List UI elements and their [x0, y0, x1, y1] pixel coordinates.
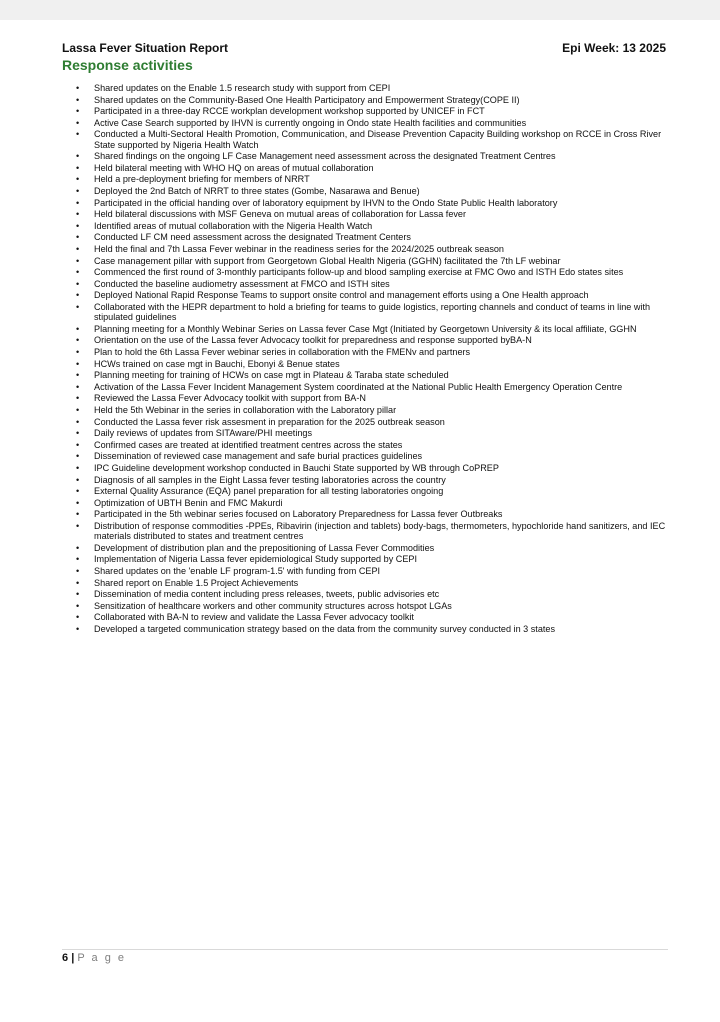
list-item-text: Developed a targeted communication strategy based on the data from the community survey conducted in 3 states: [94, 624, 556, 635]
list-item: [62, 267, 668, 277]
section-title: Response activities: [62, 57, 193, 73]
page-number: 6: [62, 952, 69, 964]
list-item: [62, 486, 668, 496]
bullet-icon: •: [76, 428, 80, 439]
list-item-text: Reviewed the Lassa Fever Advocacy toolkit with support from BA-N: [94, 393, 366, 404]
list-item-text: Case management pillar with support from Georgetown Global Health Nigeria (GGHN) facilitated the 7th LF webinar: [94, 255, 561, 266]
list-item: [62, 232, 668, 242]
list-item: [62, 290, 668, 300]
bullet-icon: •: [76, 186, 80, 197]
bullet-icon: •: [76, 106, 80, 117]
bullet-icon: •: [76, 255, 80, 266]
list-item: [62, 221, 668, 231]
bullet-icon: •: [76, 566, 80, 577]
list-item-text: Identified areas of mutual collaboration with the Nigeria Health Watch: [94, 220, 373, 231]
bullet-icon: •: [76, 577, 80, 588]
bullet-icon: •: [76, 301, 80, 312]
bullet-icon: •: [76, 290, 80, 301]
list-item: [62, 174, 668, 184]
page-separator: |: [71, 952, 75, 964]
list-item-text: Activation of the Lassa Fever Incident Management System coordinated at the National Public Health Emergency Operation Centre: [94, 381, 623, 392]
bullet-icon: •: [76, 151, 80, 162]
list-item: [62, 440, 668, 450]
report-header: [62, 41, 666, 55]
bullet-icon: •: [76, 554, 80, 565]
list-item: [62, 417, 668, 427]
bullet-icon: •: [76, 83, 80, 93]
report-title: Lassa Fever Situation Report: [62, 41, 229, 55]
bullet-icon: •: [76, 267, 80, 278]
list-item: [62, 118, 668, 128]
bullet-icon: •: [76, 358, 80, 369]
list-item-text: Held bilateral discussions with MSF Geneva on mutual areas of collaboration for Lassa fever: [94, 209, 467, 220]
bullet-icon: •: [76, 416, 80, 427]
list-item: [62, 370, 668, 380]
list-item-text: Held a pre-deployment briefing for members of NRRT: [94, 174, 310, 185]
list-item: [62, 163, 668, 173]
list-item: [62, 428, 668, 438]
list-item: [62, 382, 668, 392]
list-item: [62, 335, 668, 345]
bullet-icon: •: [76, 520, 80, 531]
list-item: [62, 393, 668, 403]
bullet-icon: •: [76, 497, 80, 508]
list-item: [62, 509, 668, 519]
list-item-text: Collaborated with BA-N to review and validate the Lassa Fever advocacy toolkit: [94, 612, 414, 623]
list-item-text: Dissemination of media content including press releases, tweets, public advisories etc: [94, 589, 440, 600]
list-item-text: Conducted the Lassa fever risk assesment in preparation for the 2025 outbreak season: [94, 416, 445, 427]
list-item-text: Diagnosis of all samples in the Eight Lassa fever testing laboratories across the country: [94, 474, 446, 485]
list-item-text: Conducted LF CM need assessment across the designated Treatment Centers: [94, 232, 411, 243]
list-item: [62, 475, 668, 485]
bullet-icon: •: [76, 463, 80, 473]
bullet-icon: •: [76, 162, 80, 173]
bullet-icon: •: [76, 624, 80, 635]
list-item-text: Deployed the 2nd Batch of NRRT to three states (Gombe, Nasarawa and Benue): [94, 186, 420, 197]
bullet-icon: •: [76, 405, 80, 416]
list-item-text: Shared updates on the 'enable LF program-1.5' with funding from CEPI: [94, 566, 381, 577]
list-item-text: Daily reviews of updates from SITAware/PHI meetings: [94, 428, 312, 439]
list-item-text: Commenced the first round of 3-monthly participants follow-up and blood sampling exercise at FMC Owo and ISTH Edo states sites: [94, 267, 624, 278]
list-item: [62, 601, 668, 611]
list-item: [62, 244, 668, 254]
bullet-icon: •: [76, 589, 80, 600]
list-item-text: Shared findings on the ongoing LF Case Management need assessment across the designated Treatment Centres: [94, 151, 556, 162]
list-item-text: Held the 5th Webinar in the series in collaboration with the Laboratory pillar: [94, 405, 397, 416]
list-item: [62, 256, 668, 266]
bullet-icon: •: [76, 381, 80, 392]
list-item: [62, 106, 668, 116]
list-item: [62, 521, 668, 542]
list-item-text: Participated in the 5th webinar series focused on Laboratory Preparedness for Lassa fever Outbreaks: [94, 509, 503, 520]
bullet-icon: •: [76, 347, 80, 358]
list-item: [62, 624, 668, 634]
list-item: [62, 578, 668, 588]
list-item-text: Confirmed cases are treated at identified treatment centres across the states: [94, 439, 403, 450]
bullet-icon: •: [76, 486, 80, 497]
bullet-icon: •: [76, 509, 80, 520]
list-item-text: External Quality Assurance (EQA) panel preparation for all testing laboratories ongoing: [94, 486, 444, 497]
list-item: [62, 186, 668, 196]
list-item-text: Participated in the official handing over of laboratory equipment by IHVN to the Ondo State Public Health laboratory: [94, 197, 558, 208]
list-item-text: Participated in a three-day RCCE workplan development workshop supported by UNICEF in FCT: [94, 106, 485, 117]
list-item: [62, 83, 668, 93]
list-item-text: Planning meeting for a Monthly Webinar Series on Lassa fever Case Mgt (Initiated by Georgetown University & its local affiliate, GGHN: [94, 323, 637, 334]
list-item: [62, 95, 668, 105]
list-item-text: Conducted the baseline audiometry assessment at FMCO and ISTH sites: [94, 278, 390, 289]
list-item: [62, 209, 668, 219]
list-item-text: Conducted a Multi-Sectoral Health Promotion, Communication, and Disease Prevention Capacity Building workshop on RCCE in Cross River State supported by Nigeria Health Watch: [94, 129, 662, 150]
bullet-icon: •: [76, 612, 80, 623]
bullet-icon: •: [76, 220, 80, 231]
bullet-icon: •: [76, 600, 80, 611]
bullet-icon: •: [76, 174, 80, 185]
list-item-text: Shared updates on the Enable 1.5 research study with support from CEPI: [94, 83, 391, 93]
list-item: [62, 151, 668, 161]
epi-week-label: Epi Week: 13 2025: [562, 41, 666, 55]
list-item-text: Held bilateral meeting with WHO HQ on areas of mutual collaboration: [94, 162, 374, 173]
list-item-text: Dissemination of reviewed case management and safe burial practices guidelines: [94, 451, 423, 462]
list-item: [62, 324, 668, 334]
list-item-text: Sensitization of healthcare workers and other community structures across hotspot LGAs: [94, 600, 452, 611]
list-item: [62, 463, 668, 473]
viewer-top-strip: [0, 0, 720, 20]
list-item-text: IPC Guideline development workshop conducted in Bauchi State supported by WB through CoPREP: [94, 463, 499, 473]
list-item: [62, 279, 668, 289]
list-item-text: Held the final and 7th Lassa Fever webinar in the readiness series for the 2024/2025 outbreak season: [94, 244, 504, 255]
bullet-icon: •: [76, 232, 80, 243]
list-item: [62, 405, 668, 415]
bullet-icon: •: [76, 129, 80, 140]
bullet-icon: •: [76, 323, 80, 334]
list-item: [62, 612, 668, 622]
footer-divider: [62, 949, 668, 950]
bullet-icon: •: [76, 474, 80, 485]
list-item: [62, 589, 668, 599]
list-item: [62, 566, 668, 576]
list-item: [62, 451, 668, 461]
bullet-icon: •: [76, 370, 80, 381]
list-item-text: Deployed National Rapid Response Teams to support onsite control and management efforts using a One Health approach: [94, 290, 589, 301]
list-item-text: Distribution of response commodities -PPEs, Ribavirin (injection and tablets) body-bags, thermometers, hypochloride hand sanitizers, and IEC materials distributed to states and treatment centres: [94, 520, 666, 542]
response-activities-list: [62, 83, 668, 636]
list-item: [62, 543, 668, 553]
list-item-text: Plan to hold the 6th Lassa Fever webinar series in collaboration with the FMENv and partners: [94, 347, 471, 358]
list-item: [62, 554, 668, 564]
list-item-text: Shared updates on the Community-Based One Health Participatory and Empowerment Strategy(COPE II): [94, 94, 520, 105]
list-item: [62, 198, 668, 208]
bullet-icon: •: [76, 278, 80, 289]
list-item: [62, 359, 668, 369]
list-item-text: Implementation of Nigeria Lassa fever epidemiological Study supported by CEPI: [94, 554, 418, 565]
list-item-text: Orientation on the use of the Lassa fever Advocacy toolkit for preparedness and response supported byBA-N: [94, 335, 532, 346]
list-item: [62, 129, 668, 150]
list-item-text: Optimization of UBTH Benin and FMC Makurdi: [94, 497, 283, 508]
bullet-icon: •: [76, 209, 80, 220]
list-item: [62, 302, 668, 323]
list-item-text: Collaborated with the HEPR department to hold a briefing for teams to guide logistics, reporting channels and conduct of teams in line with stipulated guidelines: [94, 301, 651, 323]
bullet-icon: •: [76, 197, 80, 208]
list-item-text: HCWs trained on case mgt in Bauchi, Ebonyi & Benue states: [94, 358, 340, 369]
bullet-icon: •: [76, 393, 80, 404]
bullet-icon: •: [76, 451, 80, 462]
list-item: [62, 498, 668, 508]
document-page: [40, 21, 680, 1001]
bullet-icon: •: [76, 439, 80, 450]
bullet-icon: •: [76, 94, 80, 105]
list-item-text: Development of distribution plan and the prepositioning of Lassa Fever Commodities: [94, 542, 435, 553]
list-item-text: Shared report on Enable 1.5 Project Achievements: [94, 577, 299, 588]
list-item: [62, 347, 668, 357]
page-footer: [62, 952, 126, 964]
bullet-icon: •: [76, 542, 80, 553]
list-item-text: Active Case Search supported by IHVN is currently ongoing in Ondo state Health facilities and communities: [94, 117, 527, 128]
bullet-icon: •: [76, 335, 80, 346]
bullet-icon: •: [76, 117, 80, 128]
page-word: P a g e: [77, 952, 126, 964]
bullet-icon: •: [76, 244, 80, 255]
list-item-text: Planning meeting for training of HCWs on case mgt in Plateau & Taraba state scheduled: [94, 370, 449, 381]
